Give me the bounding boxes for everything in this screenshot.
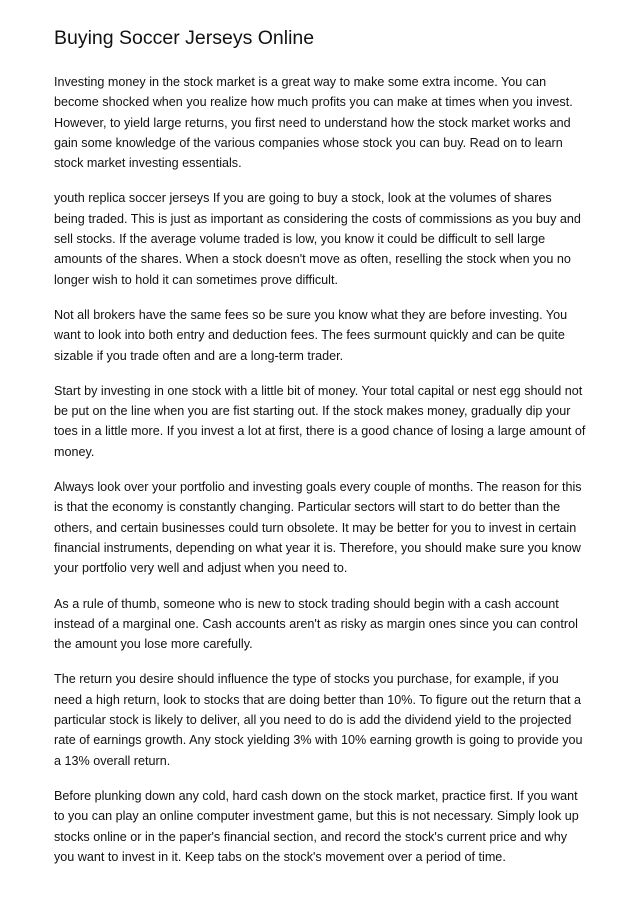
paragraph-start-small: Start by investing in one stock with a little bit of money. Your total capital or nest egg should not be put on the line when you are fist starting out. If the stock makes money, gradually dip your toes in a little more. If you invest a lot at first, there is a good chance of losing a large amount of money.: [54, 383, 586, 459]
paragraph-expected-return: The return you desire should influence the type of stocks you purchase, for example, if you need a high return, look to stocks that are doing better than 10%. To figure out the return that a particular stock is likely to deliver, all you need to do is add the dividend yield to the projected rate of earnings growth. Any stock yielding 3% with 10% earning growth is going to provide you a 13% overall return.: [54, 672, 583, 768]
paragraph-practice-first: Before plunking down any cold, hard cash down on the stock market, practice first. If you want to you can play an online computer investment game, but this is not necessary. Simply look up stocks online or in the paper's financial section, and record the stock's current price and why you want to invest in it. Keep tabs on the stock's movement over a period of time.: [54, 788, 579, 864]
paragraph-share-volume: youth replica soccer jerseys If you are going to buy a stock, look at the volumes of shares being traded. This is just as important as considering the costs of commissions as you buy and sell stocks. If the average volume traded is low, you know it could be difficult to sell large amounts of the shares. When a stock doesn't move as often, reselling the stock when you no longer wish to hold it can sometimes prove difficult.: [54, 191, 581, 287]
paragraph-broker-fees: Not all brokers have the same fees so be sure you know what they are before investing. You want to look into both entry and deduction fees. The fees surmount quickly and can be quite sizable if you trade often and are a long-term trader.: [54, 307, 568, 363]
document-page: [54, 26, 586, 882]
document-title: Buying Soccer Jerseys Online: [54, 27, 315, 49]
paragraph-intro: Investing money in the stock market is a great way to make some extra income. You can become shocked when you realize how much profits you can make at times when you invest. However, to yield large returns, you first need to understand how the stock market works and gain some knowledge of the various companies whose stock you can buy. Read on to learn stock market investing essentials.: [54, 75, 573, 171]
paragraph-cash-account: As a rule of thumb, someone who is new to stock trading should begin with a cash account instead of a marginal one. Cash accounts aren't as risky as margin ones since you can control the amount you lose more carefully.: [54, 596, 578, 652]
paragraph-portfolio-review: Always look over your portfolio and investing goals every couple of months. The reason for this is that the economy is constantly changing. Particular sectors will start to do better than the others, and certain businesses could turn obsolete. It may be better for you to invest in certain financial instruments, depending on what year it is. Therefore, you should make sure you know your portfolio very well and adjust when you need to.: [54, 480, 582, 576]
